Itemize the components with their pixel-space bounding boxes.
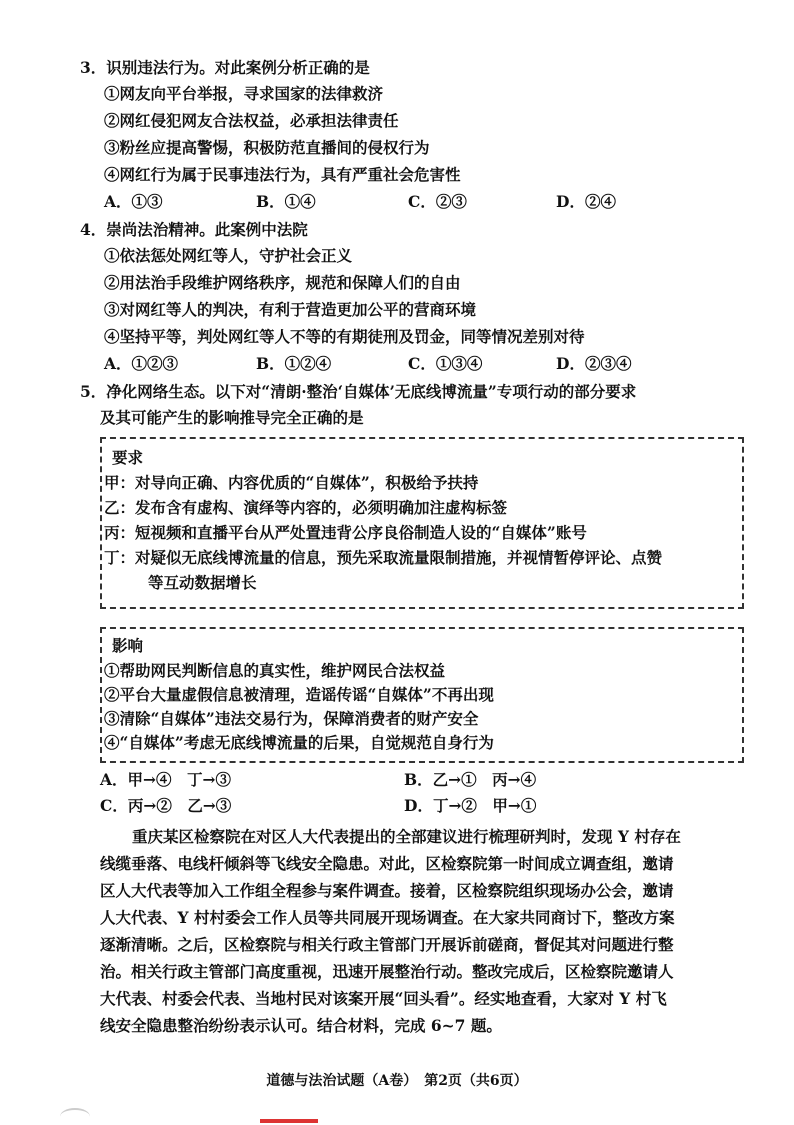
q5-stem-line2: 及其可能产生的影响推导完全正确的是 — [100, 408, 364, 427]
q4-item-2: ②用法治手段维护网络秩序，规范和保障人们的自由 — [104, 273, 461, 292]
q4-item-4: ④坚持平等，判处网红等人不等的有期徒刑及罚金，同等情况差别对待 — [104, 327, 585, 346]
q3-stem: 3．识别违法行为。对此案例分析正确的是 — [80, 58, 370, 77]
q4-option-b: B．①②④ — [256, 354, 332, 373]
q3-option-a: A．①③ — [104, 192, 163, 211]
material-line-3: 区人大代表等加入工作组全程参与案件调查。接着，区检察院组织现场办公会，邀请 — [100, 881, 674, 900]
q3-option-b: B．①④ — [256, 192, 316, 211]
material-line-2: 线缆垂落、电线杆倾斜等飞线安全隐患。对此，区检察院第一时间成立调查组，邀请 — [100, 854, 674, 873]
requirements-title: 要求 — [112, 448, 144, 467]
q4-item-1: ①依法惩处网红等人，守护社会正义 — [104, 246, 353, 265]
q4-item-3: ③对网红等人的判决，有利于营造更加公平的营商环境 — [104, 300, 477, 319]
requirement-jia: 甲：对导向正确、内容优质的“自媒体”，积极给予扶持 — [104, 473, 479, 492]
q5-option-a: A．甲→④ 丁→③ — [100, 770, 232, 789]
impacts-title: 影响 — [112, 636, 144, 655]
requirement-bing: 丙：短视频和直播平台从严处置违背公序良俗制造人设的“自媒体”账号 — [104, 523, 587, 542]
requirement-yi: 乙：发布含有虚构、演绎等内容的，必须明确加注虚构标签 — [104, 498, 508, 517]
impact-4: ④“自媒体”考虑无底线博流量的后果，自觉规范自身行为 — [104, 733, 494, 752]
q5-option-c: C．丙→② 乙→③ — [100, 796, 232, 815]
impact-2: ②平台大量虚假信息被清理，造谣传谣“自媒体”不再出现 — [104, 685, 494, 704]
scan-mark — [60, 1108, 90, 1125]
q3-item-3: ③粉丝应提高警惕，积极防范直播间的侵权行为 — [104, 138, 430, 157]
q4-option-a: A．①②③ — [104, 354, 179, 373]
material-line-4: 人大代表、Y 村村委会工作人员等共同展开现场调查。在大家共同商讨下，整改方案 — [100, 908, 675, 927]
requirement-ding-cont: 等互动数据增长 — [148, 573, 257, 592]
impact-1: ①帮助网民判断信息的真实性，维护网民合法权益 — [104, 661, 446, 680]
material-line-1: 重庆某区检察院在对区人大代表提出的全部建议进行梳理研判时，发现 Y 村存在 — [132, 827, 681, 846]
q3-option-c: C．②③ — [408, 192, 467, 211]
requirement-ding: 丁：对疑似无底线博流量的信息，预先采取流量限制措施，并视情暂停评论、点赞 — [104, 548, 663, 567]
material-line-5: 逐渐清晰。之后，区检察院与相关行政主管部门开展诉前磋商，督促其对问题进行整 — [100, 935, 674, 954]
material-line-7: 大代表、村委会代表、当地村民对该案开展“回头看”。经实地查看，大家对 Y 村飞 — [100, 989, 667, 1008]
q5-stem-line1: 5．净化网络生态。以下对“清朗·整治‘自媒体’无底线博流量”专项行动的部分要求 — [80, 382, 637, 401]
material-line-6: 治。相关行政主管部门高度重视，迅速开展整治行动。整改完成后，区检察院邀请人 — [100, 962, 674, 981]
q4-option-d: D．②③④ — [556, 354, 632, 373]
impact-3: ③清除“自媒体”违法交易行为，保障消费者的财产安全 — [104, 709, 479, 728]
q4-option-c: C．①③④ — [408, 354, 483, 373]
q4-stem: 4．崇尚法治精神。此案例中法院 — [80, 220, 308, 239]
q3-option-d: D．②④ — [556, 192, 616, 211]
q5-option-d: D．丁→② 甲→① — [404, 796, 537, 815]
q3-item-2: ②网红侵犯网友合法权益，必承担法律责任 — [104, 111, 399, 130]
q5-option-b: B．乙→① 丙→④ — [404, 770, 537, 789]
page-footer: 道德与法治试题（A卷） 第2页（共6页） — [266, 1073, 528, 1089]
red-mark — [260, 1119, 318, 1123]
material-line-8: 线安全隐患整治纷纷表示认可。结合材料，完成 6~7 题。 — [100, 1016, 502, 1035]
q3-item-4: ④网红行为属于民事违法行为，具有严重社会危害性 — [104, 165, 461, 184]
q3-item-1: ①网友向平台举报，寻求国家的法律救济 — [104, 84, 384, 103]
